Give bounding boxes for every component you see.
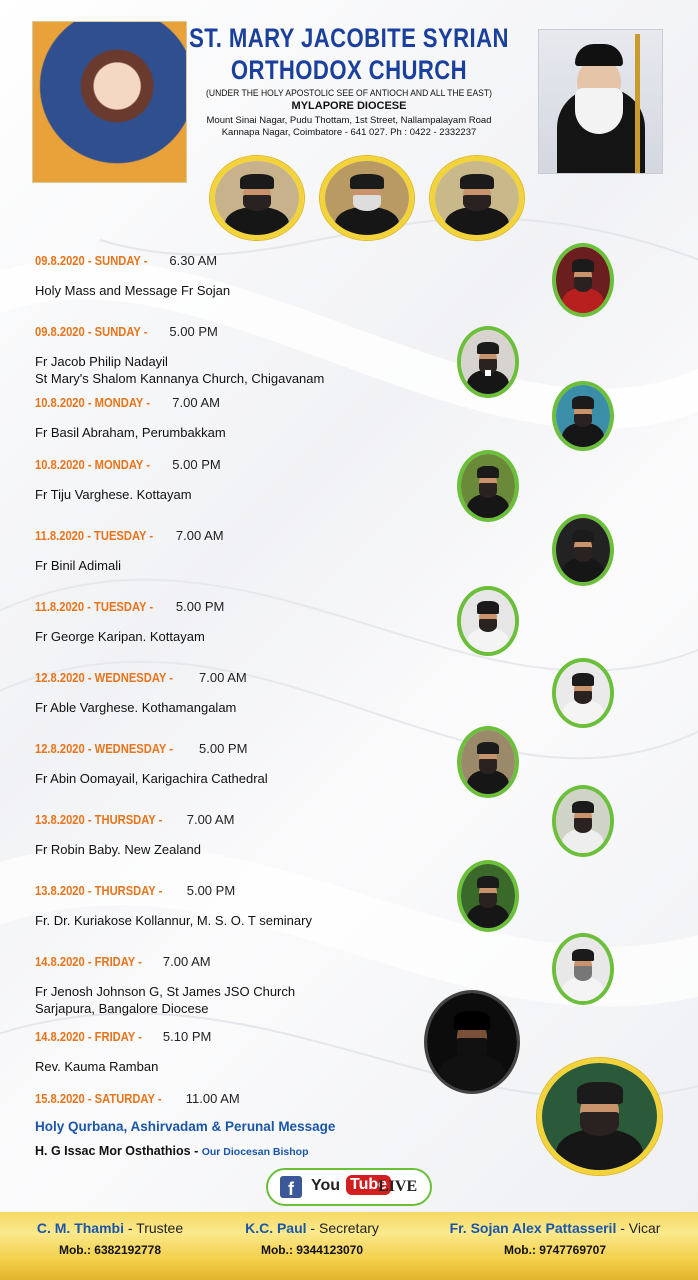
event-date: 13.8.2020 - THURSDAY -: [35, 883, 163, 898]
speaker-portrait-3: [552, 381, 614, 451]
youtube-logo-tube[interactable]: Tube: [346, 1175, 391, 1195]
event-9: [35, 812, 234, 858]
header: [0, 0, 698, 240]
event-desc: Fr Tiju Varghese. Kottayam: [35, 487, 192, 502]
event-time: 7.00 AM: [195, 670, 247, 685]
church-subtitle: (UNDER THE HOLY APOSTOLIC SEE OF ANTIOCH AND ALL THE EAST): [206, 88, 492, 99]
event-5: [35, 528, 224, 574]
contact-mobile: Mob.: 6382192778: [58, 1243, 162, 1257]
contact-secretary: [222, 1220, 402, 1257]
bishop-line: H. G Issac Mor Osthathios - Our Diocesan Bishop: [35, 1144, 309, 1158]
event-date: 14.8.2020 - FRIDAY -: [35, 1029, 142, 1044]
event-time: 5.00 PM: [172, 599, 225, 614]
event-date: 11.8.2020 - TUESDAY -: [35, 599, 154, 614]
event-date: 14.8.2020 - FRIDAY -: [35, 954, 142, 969]
speaker-portrait-6: [457, 586, 519, 656]
diocese-name: MYLAPORE DIOCESE: [291, 100, 407, 112]
event-date: 10.8.2020 - MONDAY -: [35, 395, 150, 410]
event-time: 5.10 PM: [159, 1029, 212, 1044]
event-time: 5.00 PM: [165, 324, 218, 339]
event-2: [35, 324, 324, 387]
event-time: 7.00 AM: [159, 954, 211, 969]
bishop-portrait-2: [320, 156, 414, 240]
event-date: 13.8.2020 - THURSDAY -: [35, 812, 163, 827]
event-desc: Fr Able Varghese. Kothamangalam: [35, 700, 237, 715]
youtube-logo-you[interactable]: You: [311, 1177, 341, 1194]
footer-contacts: [0, 1212, 698, 1280]
event-10: [35, 883, 312, 929]
event-8: [35, 741, 268, 787]
contact-trustee: [20, 1220, 200, 1257]
event-12: [35, 1029, 211, 1075]
speaker-portrait-8: [457, 726, 519, 798]
church-title-line1: ST. MARY JACOBITE SYRIAN: [189, 23, 509, 53]
speaker-portrait-10: [457, 860, 519, 932]
event-date: 10.8.2020 - MONDAY -: [35, 457, 150, 472]
contact-role: - Secretary: [306, 1220, 379, 1236]
event-4: [35, 457, 221, 503]
address-line2: Kannapa Nagar, Coimbatore - 641 027. Ph : 0422 - 2332237: [221, 127, 477, 138]
event-desc: Fr Basil Abraham, Perumbakkam: [35, 425, 226, 440]
event-date: 11.8.2020 - TUESDAY -: [35, 528, 154, 543]
event-time: 6.30 AM: [165, 253, 218, 268]
contact-vicar: [430, 1220, 680, 1257]
speaker-portrait-1: [552, 243, 614, 317]
bishop-role: Our Diocesan Bishop: [201, 1146, 309, 1158]
speaker-portrait-9: [552, 785, 614, 857]
event-desc: Fr George Karipan. Kottayam: [35, 629, 205, 644]
speaker-portrait-7: [552, 658, 614, 728]
facebook-icon[interactable]: f: [280, 1176, 302, 1198]
final-event-title: Holy Qurbana, Ashirvadam & Perunal Message: [35, 1119, 336, 1134]
contact-name: C. M. Thambi: [36, 1220, 124, 1236]
contact-name: K.C. Paul: [245, 1220, 307, 1236]
event-time: 5.00 PM: [183, 883, 236, 898]
event-desc: Fr Abin Oomayail, Karigachira Cathedral: [35, 771, 268, 786]
church-title-line2: ORTHODOX CHURCH: [230, 55, 468, 85]
event-date: 09.8.2020 - SUNDAY -: [35, 324, 148, 339]
speaker-portrait-11: [552, 933, 614, 1005]
event-6: [35, 599, 224, 645]
contact-mobile: Mob.: 9344123070: [260, 1243, 364, 1257]
event-3: [35, 395, 226, 441]
event-date: 12.8.2020 - WEDNESDAY -: [35, 741, 173, 756]
event-time: 11.00 AM: [182, 1091, 240, 1106]
event-time: 5.00 PM: [168, 457, 221, 472]
speaker-portrait-12: [424, 990, 520, 1094]
bishop-portrait-final: [537, 1058, 662, 1175]
event-11: [35, 954, 295, 1017]
event-7: [35, 670, 247, 716]
event-date: 15.8.2020 - SATURDAY -: [35, 1091, 162, 1106]
event-desc: Fr Jacob Philip Nadayil St Mary's Shalom Kannanya Church, Chigavanam: [35, 354, 325, 386]
event-desc: Holy Mass and Message Fr Sojan: [35, 283, 231, 298]
event-desc: Fr. Dr. Kuriakose Kollannur, M. S. O. T seminary: [35, 913, 312, 928]
live-stream-badge[interactable]: [266, 1168, 432, 1206]
event-time: 7.00 AM: [172, 528, 224, 543]
event-desc: Fr Robin Baby. New Zealand: [35, 842, 201, 857]
event-time: 7.00 AM: [183, 812, 235, 827]
contact-role: - Trustee: [123, 1220, 184, 1236]
event-desc: Fr Binil Adimali: [35, 558, 121, 573]
speaker-portrait-2: [457, 326, 519, 398]
live-label: LIVE: [378, 1178, 418, 1195]
event-date: 12.8.2020 - WEDNESDAY -: [35, 670, 173, 685]
contact-name: Fr. Sojan Alex Pattasseril: [449, 1220, 617, 1236]
speaker-portrait-4: [457, 450, 519, 522]
address-line1: Mount Sinai Nagar, Pudu Thottam, 1st Street, Nallampalayam Road: [206, 115, 492, 126]
contact-role: - Vicar: [616, 1220, 661, 1236]
bishop-portrait-1: [210, 156, 304, 240]
bishop-portrait-3: [430, 156, 524, 240]
event-date: 09.8.2020 - SUNDAY -: [35, 253, 148, 268]
event-final: [35, 1091, 335, 1158]
event-1: [35, 253, 230, 299]
event-time: 7.00 AM: [168, 395, 220, 410]
event-time: 5.00 PM: [195, 741, 248, 756]
speaker-portrait-5: [552, 514, 614, 586]
event-desc: Fr Jenosh Johnson G, St James JSO Church Sarjapura, Bangalore Diocese: [35, 984, 296, 1016]
event-desc: Rev. Kauma Ramban: [35, 1059, 159, 1074]
contact-mobile: Mob.: 9747769707: [503, 1243, 607, 1257]
